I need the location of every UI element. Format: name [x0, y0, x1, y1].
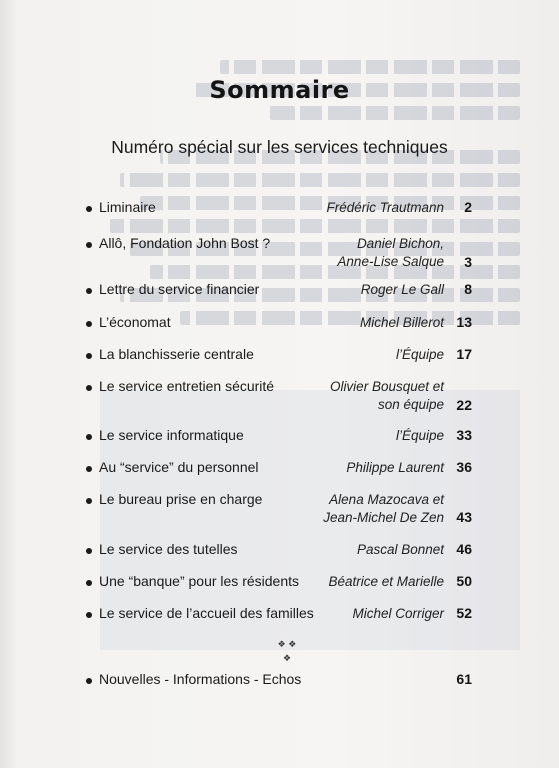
toc-entry-title: Au “service” du personnel [99, 459, 259, 475]
bullet-icon [86, 580, 92, 586]
toc-entry-page: 36 [456, 459, 472, 475]
separator-ornament-bottom: ❖ [282, 653, 292, 663]
toc-entry-page: 2 [464, 199, 472, 215]
toc-entry-author: l’Équipe [395, 347, 444, 362]
bullet-icon [86, 498, 92, 504]
toc-entry-author [337, 235, 444, 271]
toc-entry-page: 50 [456, 573, 472, 589]
bullet-icon [86, 434, 92, 440]
toc-entry-title: Le service informatique [99, 427, 244, 443]
toc-entry-author: Michel Corriger [352, 606, 444, 621]
toc-entry-page: 8 [464, 281, 472, 297]
bullet-icon [86, 612, 92, 618]
toc-entry-author: l’Équipe [395, 428, 444, 443]
toc-entry-author-line1: Olivier Bousquet et [329, 379, 444, 394]
toc-entry-page: 22 [456, 397, 472, 413]
toc-entry-title: Allô, Fondation John Bost ? [99, 235, 271, 251]
bullet-icon [86, 206, 92, 212]
toc-entry-author [330, 378, 444, 414]
toc-entry[interactable] [0, 378, 559, 422]
toc-entry-title: L’économat [99, 314, 171, 330]
toc-entry-author [323, 491, 444, 527]
toc-entry-page: 43 [456, 509, 472, 525]
toc-entry-title: Liminaire [99, 199, 156, 215]
toc-entry-page: 33 [456, 427, 472, 443]
bullet-icon [86, 353, 92, 359]
toc-entry-author: Béatrice et Marielle [328, 574, 444, 589]
toc-entry[interactable] [0, 491, 559, 535]
bullet-icon [86, 548, 92, 554]
toc-entry-title: La blanchisserie centrale [99, 346, 254, 362]
toc-entry-author: Michel Billerot [359, 315, 444, 330]
toc-entry-author: Pascal Bonnet [356, 542, 444, 557]
bullet-icon [86, 242, 92, 248]
toc-entry[interactable] [0, 235, 559, 279]
page-subtitle: Numéro spécial sur les services techniques [111, 137, 448, 157]
toc-entry-author: Frédéric Trautmann [326, 200, 444, 215]
toc-entry-author-line1: Alena Mazocava et [329, 492, 444, 507]
bullet-icon [86, 678, 92, 684]
toc-entry-title: Le bureau prise en charge [99, 491, 263, 507]
toc-entry-author: Roger Le Gall [360, 282, 444, 297]
toc-entry-author-line2: son équipe [377, 397, 444, 412]
bullet-icon [86, 321, 92, 327]
toc-entry-page: 61 [456, 671, 472, 687]
toc-entry-title: Nouvelles - Informations - Echos [99, 671, 302, 687]
separator-ornament-top: ❖ ❖ [277, 639, 297, 649]
toc-entry-news[interactable] [0, 671, 559, 715]
toc-entry-page: 17 [456, 346, 472, 362]
toc-entry-title: Le service entretien sécurité [99, 378, 275, 394]
bullet-icon [86, 288, 92, 294]
page-title: Sommaire [209, 76, 350, 104]
toc-entry-title: Le service de l’accueil des familles [99, 605, 314, 621]
toc-entry-author: Philippe Laurent [346, 460, 444, 475]
toc-entry-page: 52 [456, 605, 472, 621]
toc-entry-author-line2: Anne-Lise Salque [337, 254, 444, 269]
toc-entry-title: Une “banque” pour les résidents [99, 573, 300, 589]
toc-entry-page: 13 [456, 314, 472, 330]
toc-entry-author-line2: Jean-Michel De Zen [323, 510, 444, 525]
toc-entry-author-line1: Daniel Bichon, [356, 236, 444, 251]
toc-entry-title: Le service des tutelles [99, 541, 238, 557]
toc-entry-page: 46 [456, 541, 472, 557]
toc-entry-title: Lettre du service financier [99, 281, 260, 297]
bullet-icon [86, 385, 92, 391]
toc-entry-page: 3 [464, 254, 472, 270]
bullet-icon [86, 466, 92, 472]
